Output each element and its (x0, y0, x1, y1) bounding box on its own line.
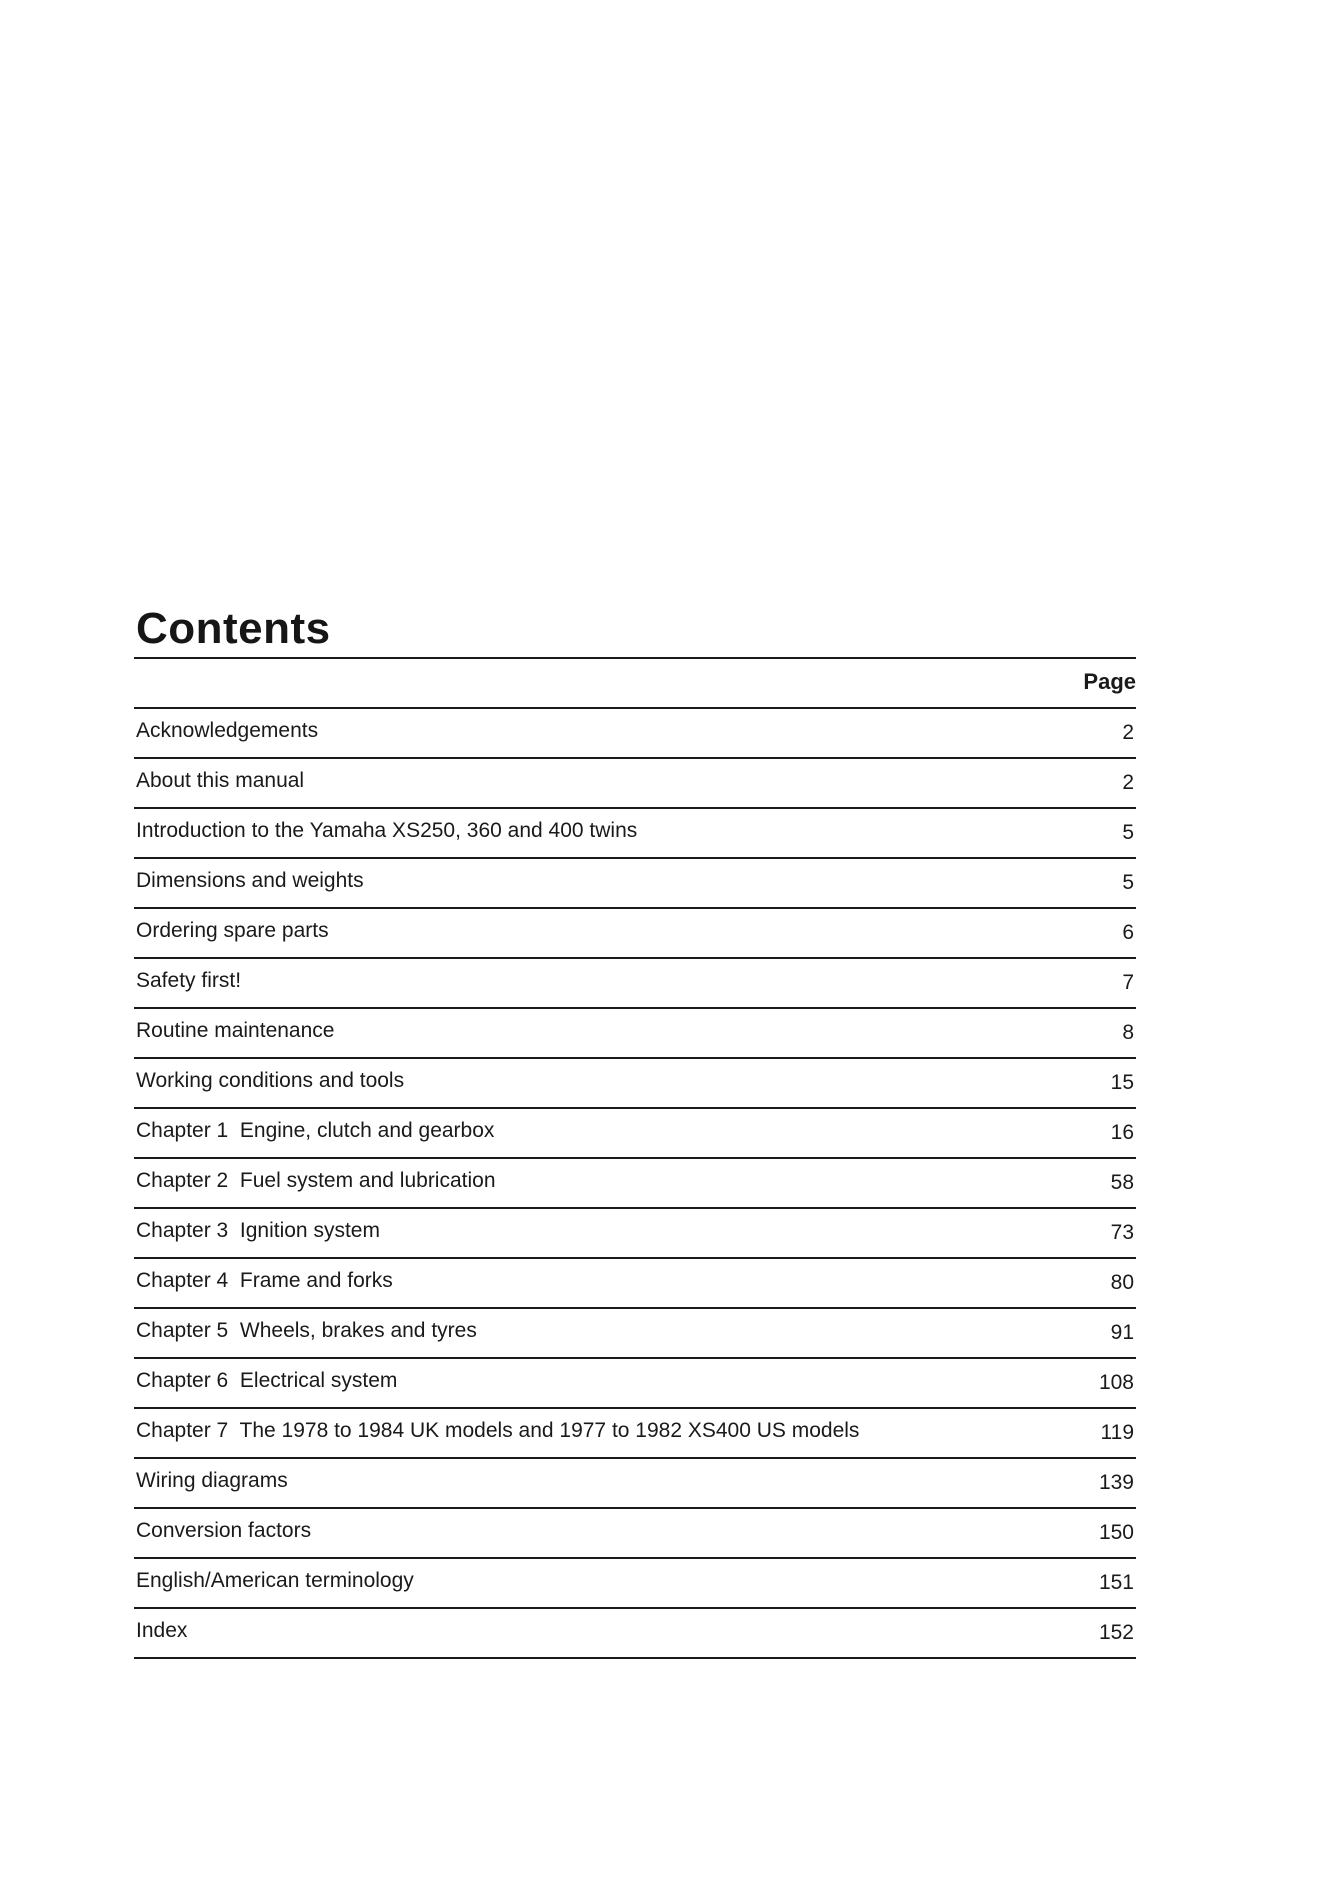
toc-entry-label: Introduction to the Yamaha XS250, 360 and 400 twins (136, 819, 638, 842)
page-column-label: Page (1083, 669, 1136, 694)
toc-entry-about-this-manual[interactable] (134, 757, 1136, 807)
toc-entry-label: Chapter 6 Electrical system (136, 1369, 398, 1392)
page-title: Contents (136, 604, 331, 653)
toc-entry-label: Dimensions and weights (136, 869, 364, 892)
toc-entry-routine-maintenance[interactable] (134, 1007, 1136, 1057)
toc-entry-chapter-5[interactable] (134, 1307, 1136, 1357)
toc-entry-introduction[interactable] (134, 807, 1136, 857)
toc-entry-page: 6 (1122, 921, 1134, 944)
toc-entry-index[interactable] (134, 1607, 1136, 1659)
toc-entry-page: 5 (1122, 871, 1134, 894)
toc-entry-chapter-6[interactable] (134, 1357, 1136, 1407)
toc-entry-page: 152 (1098, 1621, 1134, 1644)
toc-entry-page: 5 (1122, 821, 1134, 844)
toc-entry-label: Ordering spare parts (136, 919, 329, 942)
toc-entry-label: Chapter 4 Frame and forks (136, 1269, 393, 1292)
toc-entry-chapter-4[interactable] (134, 1257, 1136, 1307)
toc-entry-page: 80 (1110, 1271, 1134, 1294)
table-of-contents (134, 603, 1136, 1659)
toc-entry-label: Chapter 5 Wheels, brakes and tyres (136, 1319, 477, 1342)
toc-entry-label: Safety first! (136, 969, 242, 992)
toc-entry-page: 2 (1122, 771, 1134, 794)
toc-entry-page: 108 (1098, 1371, 1134, 1394)
toc-entry-conversion-factors[interactable] (134, 1507, 1136, 1557)
toc-entry-page: 91 (1110, 1321, 1134, 1344)
toc-entry-label: Chapter 3 Ignition system (136, 1219, 380, 1242)
toc-entry-label: Index (136, 1619, 188, 1642)
toc-entry-chapter-3[interactable] (134, 1207, 1136, 1257)
toc-entry-english-american-terminology[interactable] (134, 1557, 1136, 1607)
toc-entry-chapter-1[interactable] (134, 1107, 1136, 1157)
toc-entry-label: Chapter 7 The 1978 to 1984 UK models and 1977 to 1982 XS400 US models (136, 1419, 860, 1442)
toc-entry-wiring-diagrams[interactable] (134, 1457, 1136, 1507)
toc-entry-label: Conversion factors (136, 1519, 312, 1542)
toc-entry-page: 58 (1110, 1171, 1134, 1194)
toc-entry-page: 150 (1098, 1521, 1134, 1544)
page-column-header (134, 659, 1136, 707)
toc-entry-page: 73 (1110, 1221, 1134, 1244)
toc-entry-chapter-7[interactable] (134, 1407, 1136, 1457)
toc-entry-page: 139 (1098, 1471, 1134, 1494)
toc-entry-label: English/American terminology (136, 1569, 414, 1592)
toc-entry-dimensions-and-weights[interactable] (134, 857, 1136, 907)
toc-entry-page: 16 (1110, 1121, 1134, 1144)
toc-entry-page: 151 (1098, 1571, 1134, 1594)
toc-entry-label: Acknowledgements (136, 719, 319, 742)
toc-entry-chapter-2[interactable] (134, 1157, 1136, 1207)
toc-entry-label: Chapter 2 Fuel system and lubrication (136, 1169, 496, 1192)
toc-entry-page: 15 (1110, 1071, 1134, 1094)
toc-entry-label: Working conditions and tools (136, 1069, 405, 1092)
toc-entry-page: 7 (1122, 971, 1134, 994)
toc-entry-page: 119 (1100, 1421, 1134, 1444)
toc-entry-label: Routine maintenance (136, 1019, 335, 1042)
toc-entry-working-conditions-and-tools[interactable] (134, 1057, 1136, 1107)
toc-entry-safety-first[interactable] (134, 957, 1136, 1007)
toc-entry-label: About this manual (136, 769, 305, 792)
toc-entry-acknowledgements[interactable] (134, 707, 1136, 757)
toc-entry-label: Chapter 1 Engine, clutch and gearbox (136, 1119, 495, 1142)
toc-entry-page: 2 (1122, 721, 1134, 744)
toc-entry-ordering-spare-parts[interactable] (134, 907, 1136, 957)
toc-entry-label: Wiring diagrams (136, 1469, 288, 1492)
toc-entry-page: 8 (1122, 1021, 1134, 1044)
